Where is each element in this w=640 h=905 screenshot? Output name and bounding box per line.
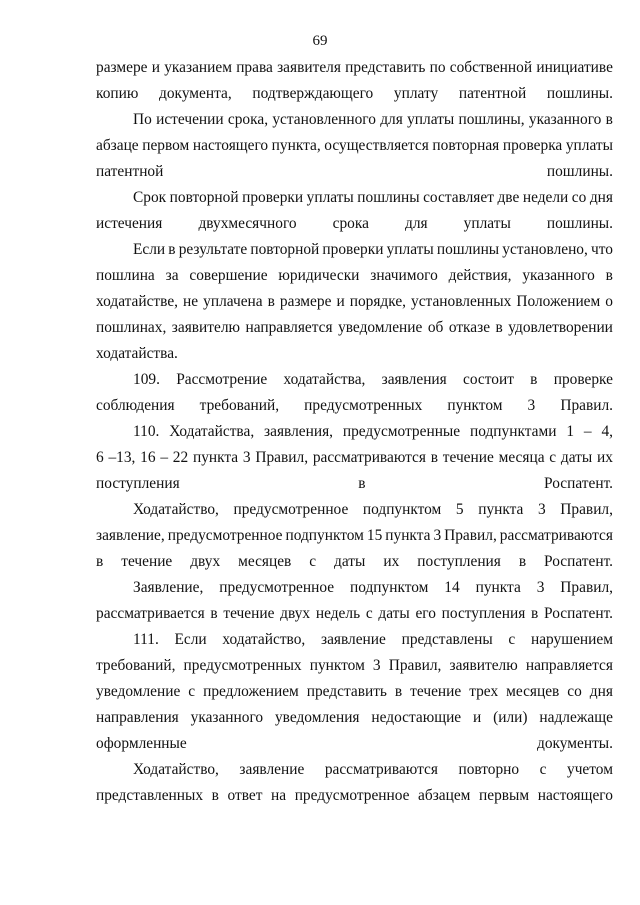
paragraph [96,237,613,367]
text-line: ходатайства. [96,345,178,362]
paragraph [96,497,613,575]
text-line: соблюдения требований, предусмотренных пунктом 3 Правил. [96,397,613,414]
paragraph [96,185,613,237]
text-line: направления указанного уведомления недостающие и (или) надлежаще [96,709,613,726]
paragraph [96,575,613,627]
text-line: Заявление, предусмотренное подпунктом 14 пункта 3 Правил, [133,579,613,596]
text-line: копию документа, подтверждающего уплату патентной пошлины. [96,85,613,102]
paragraph [96,419,613,497]
text-line: 111. Если ходатайство, заявление представлены с нарушением [133,631,613,648]
text-line: пошлинах, заявителю направляется уведомление об отказе в удовлетворении [96,319,613,336]
paragraph [96,627,613,757]
page-number: 69 [312,33,328,49]
text-line: представленных в ответ на предусмотренное абзацем первым настоящего [96,787,613,804]
text-line: оформленные документы. [96,735,613,752]
text-line: ходатайстве, не уплачена в размере и порядке, установленных Положением о [96,293,613,310]
text-line: пошлина за совершение юридически значимого действия, указанного в [96,267,613,284]
document-body [96,55,613,809]
paragraph [96,107,613,185]
text-line: патентной пошлины. [96,163,613,180]
text-line: Если в результате повторной проверки уплаты пошлины установлено, что [133,241,613,258]
text-line: Ходатайство, предусмотренное подпунктом 5 пункта 3 Правил, [133,501,613,518]
text-line: размере и указанием права заявителя представить по собственной инициативе [96,59,613,76]
text-line: 109. Рассмотрение ходатайства, заявления состоит в проверке [133,371,613,388]
paragraph [96,367,613,419]
text-line: 110. Ходатайства, заявления, предусмотренные подпунктами 1 – 4, [133,423,613,440]
text-line: заявление, предусмотренное подпунктом 15 пункта 3 Правил, рассматриваются [96,527,613,544]
text-line: рассматривается в течение двух недель с даты его поступления в Роспатент. [96,605,613,622]
text-line: в течение двух месяцев с даты их поступления в Роспатент. [96,553,613,570]
text-line: уведомление с предложением представить в течение трех месяцев со дня [96,683,613,700]
text-line: По истечении срока, установленного для уплаты пошлины, указанного в [133,111,613,128]
text-line: 6 –13, 16 – 22 пункта 3 Правил, рассматриваются в течение месяца с даты их [96,449,613,466]
text-line: поступления в Роспатент. [96,475,613,492]
paragraph [96,55,613,107]
text-line: истечения двухмесячного срока для уплаты пошлины. [96,215,613,232]
text-line: Срок повторной проверки уплаты пошлины составляет две недели со дня [133,189,613,206]
text-line: Ходатайство, заявление рассматриваются повторно с учетом [133,761,613,778]
text-line: требований, предусмотренных пунктом 3 Правил, заявителю направляется [96,657,613,674]
text-line: абзаце первом настоящего пункта, осуществляется повторная проверка уплаты [96,137,613,154]
paragraph [96,757,613,809]
